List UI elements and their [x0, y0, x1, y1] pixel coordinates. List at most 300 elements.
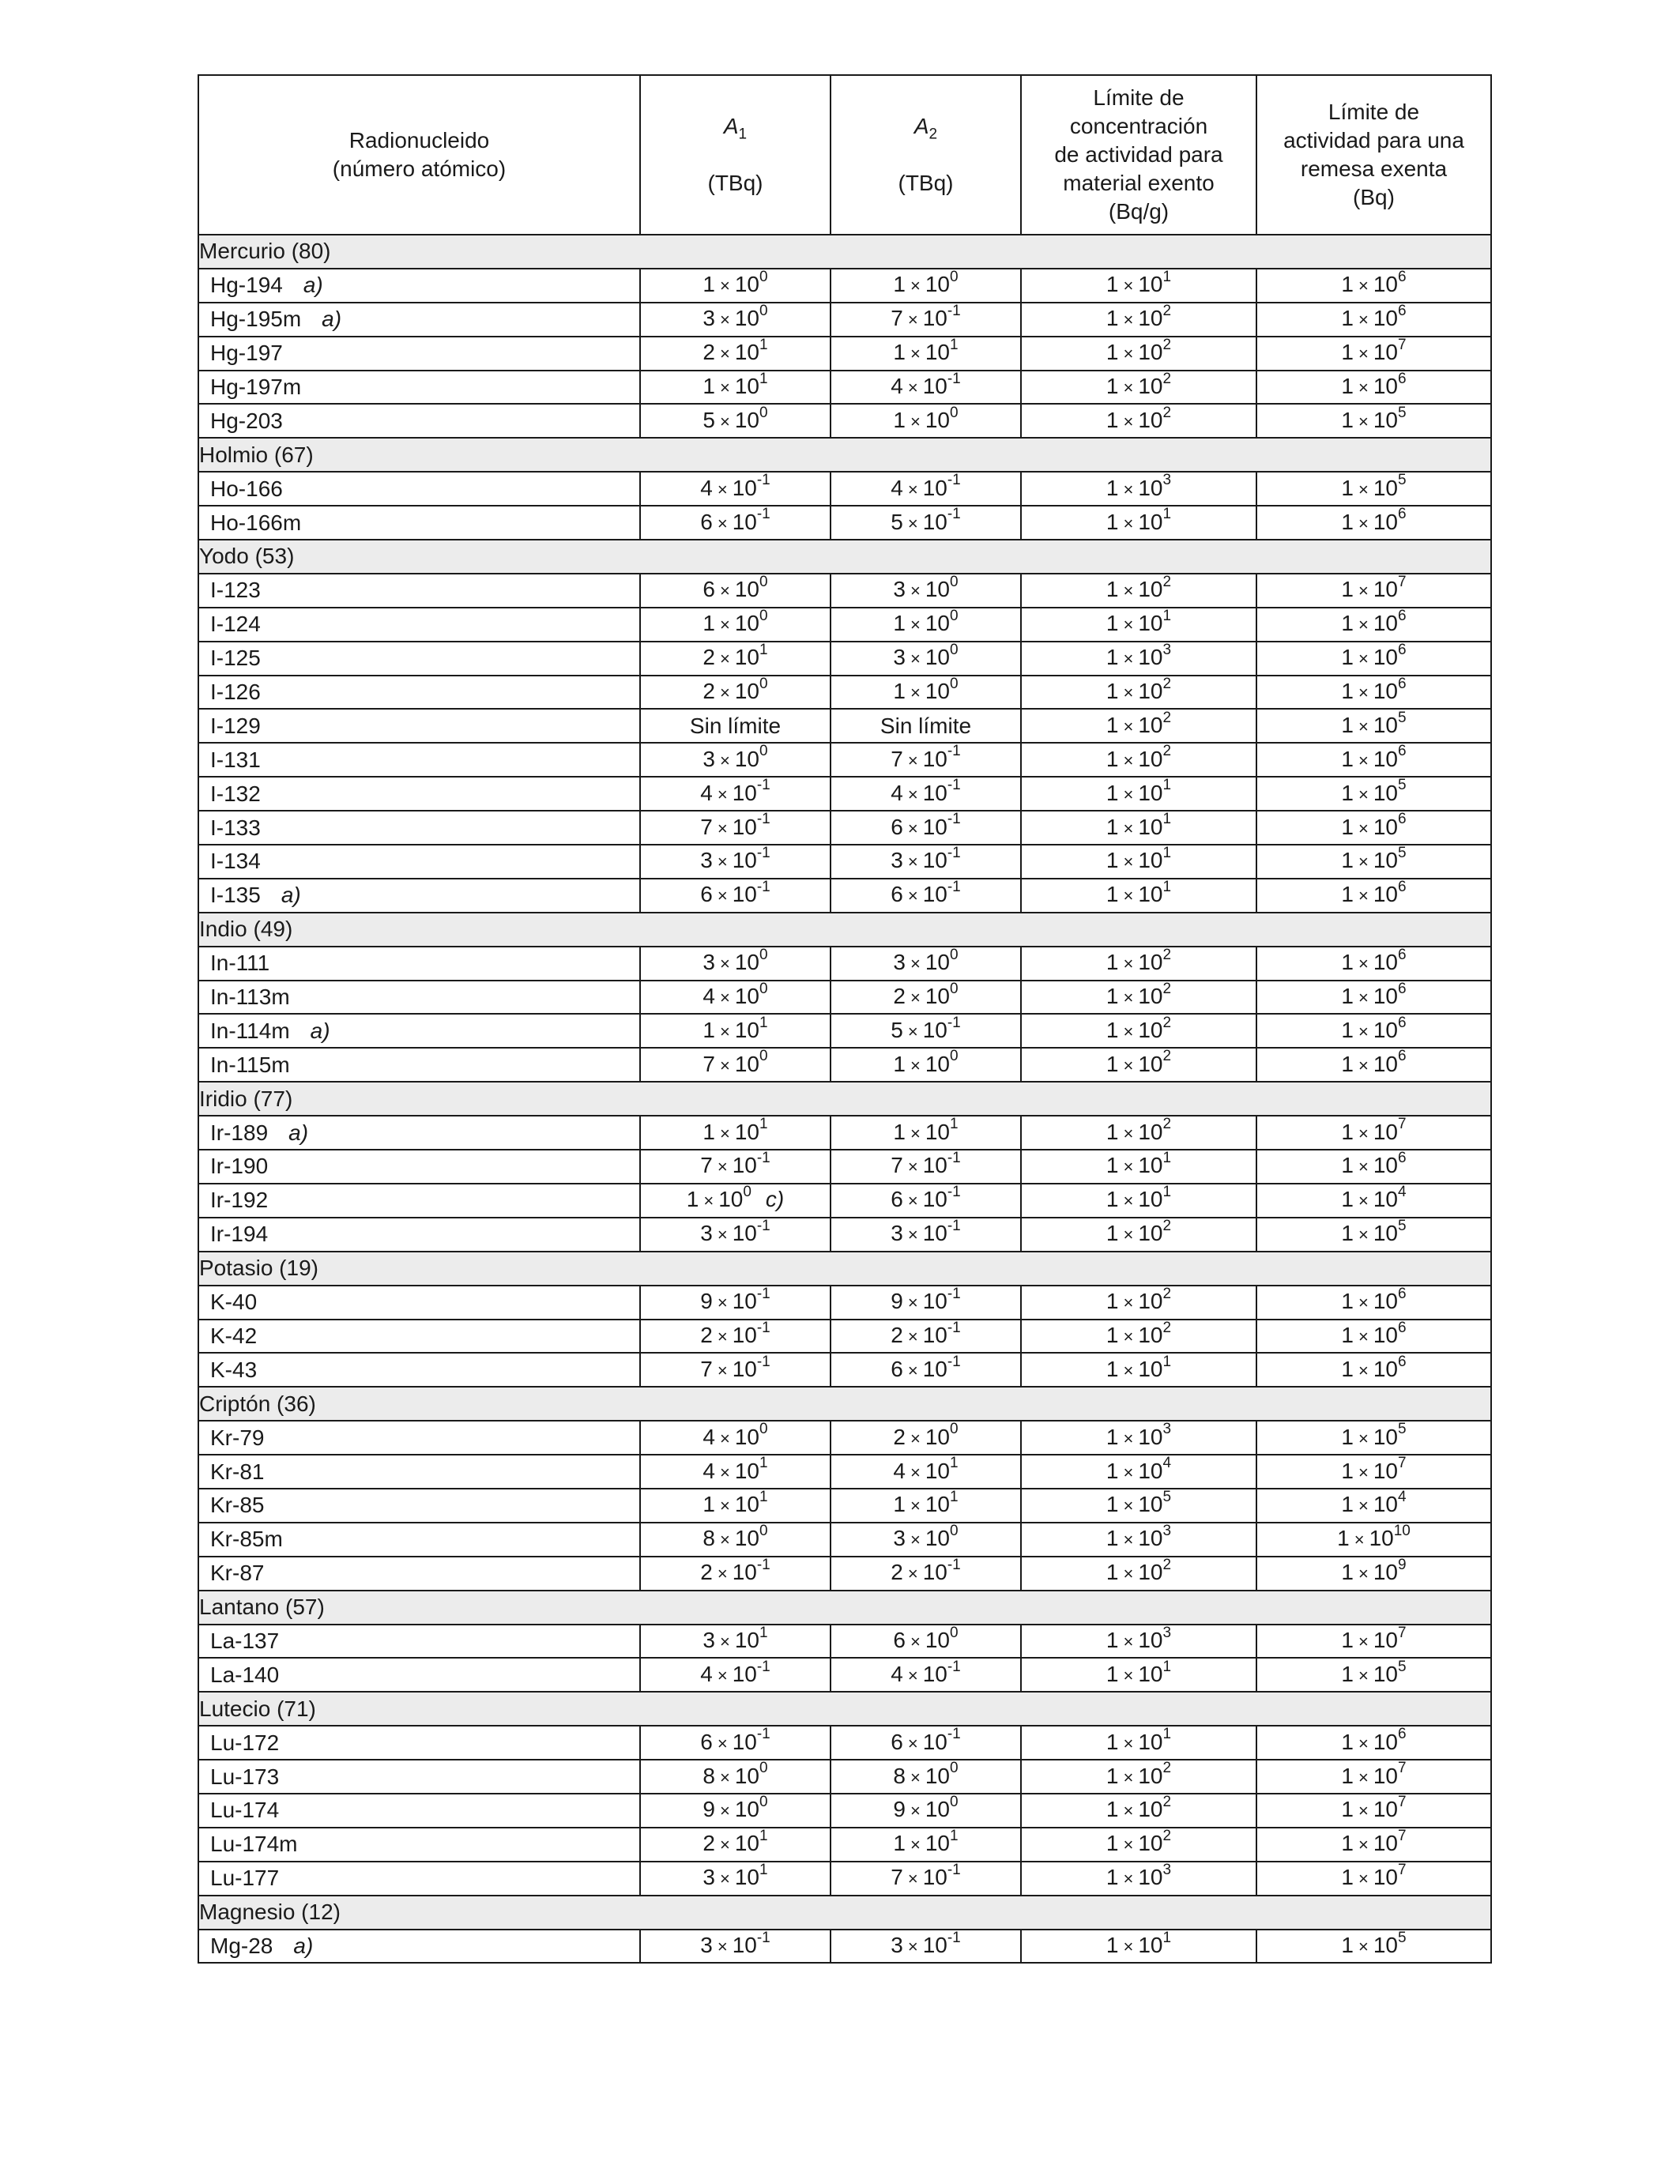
activity-limit-cell: [1256, 845, 1491, 879]
nuclide-cell: [198, 1184, 640, 1218]
a2-cell: [831, 642, 1021, 676]
footnote-mark: a): [281, 883, 301, 908]
conc-exponent: 1: [1162, 1353, 1172, 1370]
times-sign: ×: [910, 1462, 921, 1482]
a1-exponent: 0: [759, 743, 768, 760]
concentration-limit-cell: [1021, 1828, 1256, 1862]
table-row: [198, 506, 1491, 540]
times-sign: ×: [1123, 784, 1134, 804]
a2-base: 10: [922, 1289, 947, 1314]
a1-exponent: 0: [759, 1048, 768, 1065]
a1-cell: [640, 1421, 831, 1455]
a1-cell: [640, 879, 831, 913]
a2-cell: [831, 1320, 1021, 1354]
act-base: 10: [1373, 1187, 1398, 1212]
a1-base: 10: [732, 814, 757, 839]
nuclide-cell: [198, 269, 640, 303]
concentration-limit-cell: [1021, 574, 1256, 608]
a1-exponent: -1: [756, 1726, 770, 1743]
times-sign: ×: [1123, 954, 1134, 974]
conc-exponent: 1: [1162, 1184, 1172, 1201]
times-sign: ×: [1123, 276, 1134, 296]
times-sign: ×: [907, 1225, 918, 1245]
a2-base: 10: [925, 407, 950, 432]
a1-cell: [640, 472, 831, 506]
a2-base: 10: [922, 1932, 947, 1957]
a2-base: 10: [922, 780, 947, 805]
nuclide-cell: [198, 1455, 640, 1489]
a1-cell: [640, 1455, 831, 1489]
conc-mantissa: 1: [1106, 1017, 1119, 1042]
act-base: 10: [1373, 645, 1398, 670]
a1-base: 10: [732, 1289, 757, 1314]
conc-base: 10: [1138, 1356, 1163, 1381]
conc-mantissa: 1: [1106, 1627, 1119, 1652]
a2-exponent: 1: [950, 1489, 959, 1506]
nuclide-cell: [198, 1150, 640, 1184]
table-row: [198, 642, 1491, 676]
table-row: [198, 1625, 1491, 1659]
a1-cell: [640, 1760, 831, 1794]
act-base: 10: [1373, 882, 1398, 907]
conc-base: 10: [1138, 848, 1163, 873]
nuclide-cell: [198, 1794, 640, 1828]
conc-mantissa: 1: [1106, 1051, 1119, 1076]
act-mantissa: 1: [1341, 1932, 1354, 1957]
nuclide-cell: [198, 506, 640, 540]
conc-base: 10: [1138, 577, 1163, 602]
act-base: 10: [1373, 746, 1398, 771]
conc-exponent: 1: [1162, 1658, 1172, 1675]
table-row: [198, 1726, 1491, 1760]
times-sign: ×: [1358, 378, 1369, 397]
conc-base: 10: [1138, 1763, 1163, 1788]
a2-exponent: -1: [947, 506, 961, 523]
conc-exponent: 1: [1162, 607, 1172, 624]
times-sign: ×: [1358, 1767, 1369, 1787]
a2-exponent: -1: [947, 1929, 961, 1946]
a1-base: 10: [734, 1763, 759, 1788]
nuclide-name: Ir-189: [210, 1120, 269, 1145]
header-conc-line: de actividad para: [1054, 142, 1223, 167]
a2-exponent: -1: [947, 777, 961, 794]
a1-exponent: 1: [759, 370, 768, 387]
act-exponent: 7: [1398, 574, 1407, 591]
a2-base: 10: [922, 1729, 947, 1754]
times-sign: ×: [1358, 1462, 1369, 1482]
table-row: [198, 777, 1491, 811]
act-exponent: 7: [1398, 1794, 1407, 1811]
activity-limit-cell: [1256, 743, 1491, 777]
act-base: 10: [1373, 1119, 1398, 1144]
nuclide-name: I-123: [210, 578, 261, 603]
a1-exponent: -1: [756, 1353, 770, 1370]
conc-exponent: 1: [1162, 1929, 1172, 1946]
act-mantissa: 1: [1341, 1187, 1354, 1212]
times-sign: ×: [1123, 1055, 1134, 1075]
conc-base: 10: [1138, 1424, 1163, 1449]
table-row: [198, 981, 1491, 1015]
conc-exponent: 1: [1162, 879, 1172, 896]
activity-limit-cell: [1256, 1218, 1491, 1252]
a2-base: 10: [922, 1356, 947, 1381]
times-sign: ×: [1358, 1326, 1369, 1346]
element-group-name: Magnesio (12): [198, 1896, 1491, 1930]
table-row: [198, 1760, 1491, 1794]
times-sign: ×: [1123, 1530, 1134, 1550]
a1-mantissa: 8: [703, 1763, 715, 1788]
act-mantissa: 1: [1341, 848, 1354, 873]
conc-exponent: 2: [1162, 675, 1172, 692]
a2-exponent: -1: [947, 472, 961, 489]
activity-limit-cell: [1256, 1286, 1491, 1320]
concentration-limit-cell: [1021, 1489, 1256, 1523]
concentration-limit-cell: [1021, 1116, 1256, 1150]
times-sign: ×: [1123, 1496, 1134, 1516]
nuclide-cell: [198, 1489, 640, 1523]
times-sign: ×: [910, 1530, 921, 1550]
conc-base: 10: [1138, 645, 1163, 670]
a2-exponent: -1: [947, 370, 961, 387]
a2-mantissa: 1: [893, 1119, 906, 1144]
a2-base: 10: [922, 374, 947, 398]
header-a2: [831, 75, 1021, 235]
a2-base: 10: [925, 1119, 950, 1144]
a1-mantissa: 6: [700, 882, 713, 907]
times-sign: ×: [910, 988, 921, 1008]
conc-base: 10: [1138, 1526, 1163, 1551]
times-sign: ×: [717, 479, 728, 499]
times-sign: ×: [907, 1157, 918, 1177]
concentration-limit-cell: [1021, 1184, 1256, 1218]
times-sign: ×: [1123, 1360, 1134, 1380]
act-base: 10: [1373, 509, 1398, 534]
a2-base: 10: [922, 1865, 947, 1890]
element-group-name: Indio (49): [198, 913, 1491, 947]
act-exponent: 6: [1398, 1285, 1407, 1302]
a1-mantissa: 7: [703, 1051, 715, 1076]
a2-base: 10: [922, 475, 947, 500]
act-mantissa: 1: [1341, 1289, 1354, 1314]
a1-mantissa: 4: [703, 984, 715, 1009]
a2-base: 10: [925, 950, 950, 975]
activity-limit-cell: [1256, 676, 1491, 710]
conc-base: 10: [1138, 374, 1163, 398]
a1-base: 10: [734, 374, 759, 398]
element-group-name: Yodo (53): [198, 540, 1491, 574]
times-sign: ×: [1358, 513, 1369, 533]
a2-base: 10: [925, 1492, 950, 1517]
times-sign: ×: [1123, 852, 1134, 872]
a1-base: 10: [734, 577, 759, 602]
a2-base: 10: [922, 746, 947, 771]
times-sign: ×: [1358, 411, 1369, 431]
act-mantissa: 1: [1341, 1119, 1354, 1144]
table-row: [198, 371, 1491, 405]
concentration-limit-cell: [1021, 1353, 1256, 1387]
a2-mantissa: 7: [891, 306, 903, 331]
nuclide-name: I-125: [210, 646, 261, 671]
conc-mantissa: 1: [1106, 1356, 1119, 1381]
act-base: 10: [1373, 1153, 1398, 1178]
nuclide-name: Lu-172: [210, 1730, 280, 1755]
a2-mantissa: 1: [893, 1492, 906, 1517]
act-base: 10: [1373, 1492, 1398, 1517]
activity-limit-cell: [1256, 1421, 1491, 1455]
table-row: [198, 879, 1491, 913]
a1-mantissa: 3: [703, 1865, 715, 1890]
a1-base: 10: [732, 1560, 757, 1585]
table-row: [198, 1658, 1491, 1692]
act-exponent: 5: [1398, 1217, 1407, 1234]
times-sign: ×: [1358, 1225, 1369, 1245]
times-sign: ×: [1358, 852, 1369, 872]
times-sign: ×: [719, 1530, 730, 1550]
a1-exponent: 1: [759, 1624, 768, 1641]
a1-mantissa: 1: [703, 374, 715, 398]
times-sign: ×: [910, 1428, 921, 1448]
a2-exponent: -1: [947, 1861, 961, 1878]
a2-exponent: -1: [947, 845, 961, 862]
times-sign: ×: [719, 1835, 730, 1855]
concentration-limit-cell: [1021, 811, 1256, 845]
times-sign: ×: [719, 344, 730, 364]
a2-base: 10: [925, 679, 950, 704]
a2-mantissa: 5: [891, 509, 903, 534]
a2-exponent: -1: [947, 302, 961, 319]
act-base: 10: [1373, 1627, 1398, 1652]
conc-base: 10: [1138, 611, 1163, 636]
concentration-limit-cell: [1021, 1014, 1256, 1048]
a1-mantissa: 3: [700, 1221, 713, 1246]
act-base: 10: [1369, 1526, 1394, 1551]
nuclide-cell: [198, 574, 640, 608]
table-row: [198, 1421, 1491, 1455]
table-row: [198, 1353, 1491, 1387]
table-row: [198, 1794, 1491, 1828]
header-act-line: actividad para una: [1283, 128, 1464, 153]
act-exponent: 7: [1398, 336, 1407, 353]
a2-exponent: 0: [950, 675, 959, 692]
element-group-row: [198, 913, 1491, 947]
conc-mantissa: 1: [1106, 1119, 1119, 1144]
act-base: 10: [1373, 1221, 1398, 1246]
a2-exponent: -1: [947, 1150, 961, 1167]
nuclide-name: K-42: [210, 1323, 258, 1348]
header-a1-symbol: A: [723, 114, 739, 138]
act-mantissa: 1: [1341, 882, 1354, 907]
conc-mantissa: 1: [1106, 780, 1119, 805]
times-sign: ×: [1123, 344, 1134, 364]
act-base: 10: [1373, 814, 1398, 839]
a2-cell: [831, 1048, 1021, 1082]
conc-base: 10: [1138, 1492, 1163, 1517]
footnote-mark: a): [288, 1120, 309, 1145]
a1-cell: [640, 1930, 831, 1964]
a1-base: 10: [734, 1526, 759, 1551]
activity-limit-cell: [1256, 404, 1491, 438]
times-sign: ×: [910, 1123, 921, 1143]
conc-mantissa: 1: [1106, 679, 1119, 704]
nuclide-name: In-113m: [210, 985, 290, 1010]
act-exponent: 7: [1398, 1760, 1407, 1777]
activity-limit-cell: [1256, 1150, 1491, 1184]
a2-base: 10: [925, 1051, 950, 1076]
concentration-limit-cell: [1021, 981, 1256, 1015]
act-base: 10: [1373, 1661, 1398, 1686]
a2-cell: [831, 981, 1021, 1015]
act-mantissa: 1: [1341, 272, 1354, 297]
times-sign: ×: [1123, 310, 1134, 330]
concentration-limit-cell: [1021, 1320, 1256, 1354]
times-sign: ×: [1358, 886, 1369, 906]
conc-exponent: 1: [1162, 845, 1172, 862]
act-mantissa: 1: [1341, 679, 1354, 704]
a2-exponent: -1: [947, 1319, 961, 1336]
table-row: [198, 1048, 1491, 1082]
activity-limit-cell: [1256, 608, 1491, 642]
header-conc-line: concentración: [1069, 114, 1208, 138]
a1-base: 10: [734, 746, 759, 771]
a1-exponent: 1: [759, 1827, 768, 1844]
table-row: [198, 1455, 1491, 1489]
a1-cell: [640, 506, 831, 540]
conc-base: 10: [1138, 1560, 1163, 1585]
act-exponent: 6: [1398, 811, 1407, 828]
a2-base: 10: [925, 1526, 950, 1551]
concentration-limit-cell: [1021, 743, 1256, 777]
a1-cell: [640, 1828, 831, 1862]
a1-mantissa: 2: [703, 679, 715, 704]
act-exponent: 5: [1398, 845, 1407, 862]
header-radionuclide: [198, 75, 640, 235]
a1-exponent: 0: [759, 675, 768, 692]
act-base: 10: [1373, 984, 1398, 1009]
times-sign: ×: [1358, 1631, 1369, 1651]
act-base: 10: [1373, 306, 1398, 331]
concentration-limit-cell: [1021, 1862, 1256, 1896]
a1-cell: [640, 1489, 831, 1523]
nuclide-cell: [198, 879, 640, 913]
conc-exponent: 2: [1162, 946, 1172, 963]
a1-cell: [640, 1862, 831, 1896]
a2-cell: [831, 506, 1021, 540]
a1-cell: [640, 1794, 831, 1828]
times-sign: ×: [910, 344, 921, 364]
a2-base: 10: [925, 340, 950, 365]
times-sign: ×: [719, 1801, 730, 1821]
a1-mantissa: 1: [703, 1119, 715, 1144]
conc-mantissa: 1: [1106, 509, 1119, 534]
times-sign: ×: [1358, 683, 1369, 703]
a1-mantissa: 1: [703, 1017, 715, 1042]
a2-cell: [831, 1286, 1021, 1320]
times-sign: ×: [1123, 818, 1134, 838]
a2-cell: [831, 1150, 1021, 1184]
conc-mantissa: 1: [1106, 712, 1119, 737]
a2-exponent: 0: [950, 404, 959, 421]
a2-cell: [831, 608, 1021, 642]
element-group-row: [198, 1252, 1491, 1286]
a2-exponent: 0: [950, 1624, 959, 1641]
a2-exponent: 0: [950, 1794, 959, 1811]
a2-exponent: 0: [950, 1421, 959, 1438]
times-sign: ×: [719, 1631, 730, 1651]
table-row: [198, 303, 1491, 337]
times-sign: ×: [719, 1428, 730, 1448]
table-row: [198, 1489, 1491, 1523]
conc-base: 10: [1138, 1729, 1163, 1754]
act-base: 10: [1373, 1322, 1398, 1347]
a1-mantissa: 4: [703, 1458, 715, 1483]
a1-mantissa: 9: [700, 1289, 713, 1314]
concentration-limit-cell: [1021, 1794, 1256, 1828]
conc-exponent: 2: [1162, 1217, 1172, 1234]
nuclide-cell: [198, 1658, 640, 1692]
table-row: [198, 574, 1491, 608]
a1-exponent: 1: [759, 641, 768, 658]
times-sign: ×: [907, 1293, 918, 1313]
nuclide-name: Kr-81: [210, 1459, 265, 1484]
a1-base: 10: [732, 1356, 757, 1381]
a1-base: 10: [732, 780, 757, 805]
concentration-limit-cell: [1021, 1218, 1256, 1252]
nuclide-cell: [198, 845, 640, 879]
times-sign: ×: [719, 649, 730, 669]
times-sign: ×: [703, 1191, 714, 1211]
act-base: 10: [1373, 1560, 1398, 1585]
activity-limit-cell: [1256, 1658, 1491, 1692]
act-exponent: 6: [1398, 302, 1407, 319]
a1-cell: [640, 1184, 831, 1218]
act-mantissa: 1: [1341, 984, 1354, 1009]
a1-exponent: 0: [759, 607, 768, 624]
activity-limit-cell: [1256, 371, 1491, 405]
activity-limit-cell: [1256, 506, 1491, 540]
conc-base: 10: [1138, 1831, 1163, 1856]
activity-limit-cell: [1256, 1726, 1491, 1760]
a1-exponent: 0: [759, 1794, 768, 1811]
a2-mantissa: 3: [893, 1526, 906, 1551]
act-exponent: 9: [1398, 1556, 1407, 1573]
times-sign: ×: [1123, 649, 1134, 669]
times-sign: ×: [910, 1631, 921, 1651]
nuclide-cell: [198, 1726, 640, 1760]
act-mantissa: 1: [1341, 712, 1354, 737]
nuclide-cell: [198, 1014, 640, 1048]
act-mantissa: 1: [1341, 950, 1354, 975]
act-mantissa: 1: [1341, 1661, 1354, 1686]
act-mantissa: 1: [1341, 1017, 1354, 1042]
act-base: 10: [1373, 848, 1398, 873]
conc-base: 10: [1138, 306, 1163, 331]
conc-mantissa: 1: [1106, 882, 1119, 907]
a1-exponent: -1: [756, 845, 770, 862]
a1-base: 10: [734, 950, 759, 975]
nuclide-name: K-40: [210, 1290, 258, 1315]
act-base: 10: [1373, 950, 1398, 975]
a1-base: 10: [734, 340, 759, 365]
times-sign: ×: [719, 615, 730, 635]
act-mantissa: 1: [1341, 1458, 1354, 1483]
activity-limit-cell: [1256, 1184, 1491, 1218]
act-exponent: 7: [1398, 1116, 1407, 1133]
a2-exponent: -1: [947, 743, 961, 760]
a2-cell: [831, 371, 1021, 405]
act-mantissa: 1: [1341, 814, 1354, 839]
act-base: 10: [1373, 1356, 1398, 1381]
times-sign: ×: [910, 649, 921, 669]
